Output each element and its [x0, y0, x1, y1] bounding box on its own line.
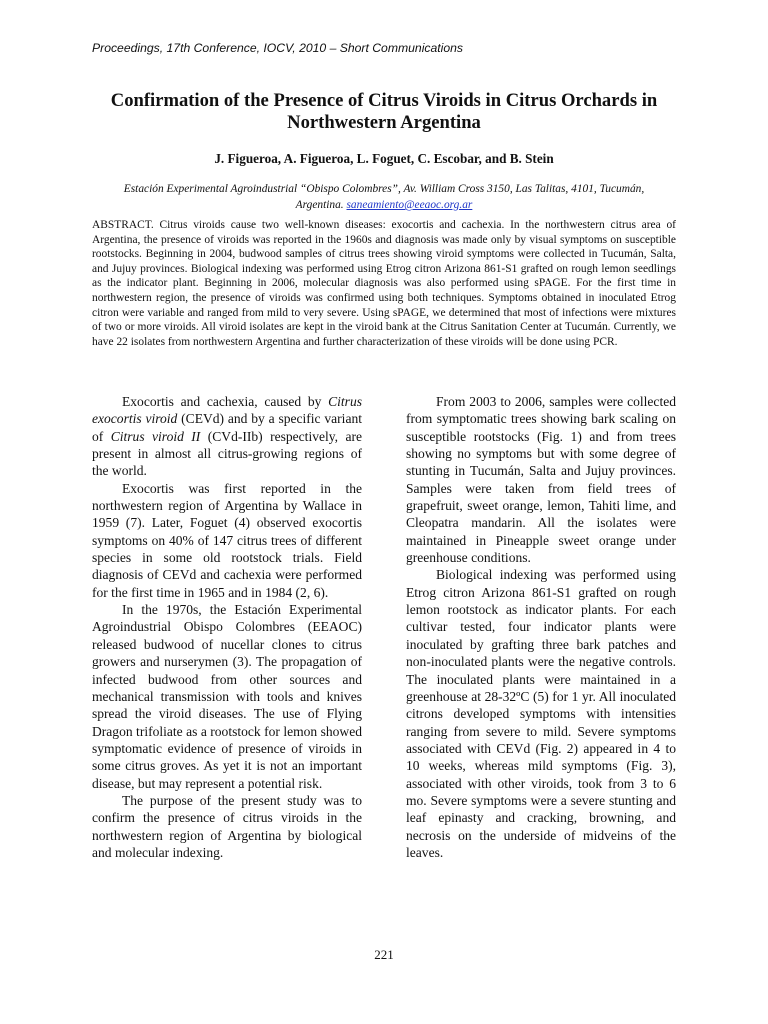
- cevd-species-name: Citrus exocortis viroid: [92, 394, 362, 427]
- p1-text-b: (CEVd) and by a specific variant of: [92, 411, 362, 444]
- body-paragraph-4: The purpose of the present study was to confirm the presence of citrus viroids in the northwestern region of Argentina by biological and molecular indexing.: [92, 792, 362, 860]
- abstract: ABSTRACT. Citrus viroids cause two well-known diseases: exocortis and cachexia. In the northwestern citrus area of Argentina, the presence of viroids was reported in the 1960s and diagnosis was made only by visual symptoms on susceptible rootstocks. Beginning in 2004, budwood samples of citrus trees showing viroid symptoms were collected in Tucumán, Salta, and Jujuy provinces. Biological indexing was performed using Etrog citron Arizona 861-S1 grafted on rough lemon seedlings as the indicator plant. Beginning in 2006, molecular diagnosis was also performed using sPAGE. For the first time in northwestern region, the presence of viroids was confirmed using both techniques. Symptoms obtained in inoculated Etrog citron were variable and ranged from mild to very severe. Using sPAGE, we determined that most of infections were mixtures of two or more viroids. All viroid isolates are kept in the viroid bank at the Citrus Sanitation Center at Tucumán. Currently, we have 22 isolates from northwestern Argentina and further characterization of these viroids will be done using PCR.: [92, 219, 676, 348]
- p1-text-a: Exocortis and cachexia, caused by: [122, 394, 329, 409]
- paper-title: Confirmation of the Presence of Citrus Viroids in Citrus Orchards in Northwestern Argentina: [110, 90, 658, 133]
- author-list: J. Figueroa, A. Figueroa, L. Foguet, C. Escobar, and B. Stein: [214, 151, 554, 166]
- p1-text-c: (CVd-IIb) respectively, are present in almost all citrus-growing regions of the world.: [92, 428, 363, 479]
- body-paragraph-1: [92, 393, 362, 480]
- affiliation: [104, 181, 664, 213]
- body-paragraph-5: From 2003 to 2006, samples were collected from symptomatic trees showing bark scaling on susceptible rootstocks (Fig. 1) and from trees showing no symptoms but with some degree of stunting in Tucumán, Salta and Jujuy provinces. Samples were taken from field trees of grapefruit, sweet orange, lemon, Tahiti lime, and Cleopatra mandarin. All the isolates were maintained in Pineapple sweet orange under greenhouse conditions.: [406, 394, 676, 566]
- body-paragraph-6: Biological indexing was performed using Etrog citron Arizona 861-S1 grafted on rough lemon rootstock as indicator plants. For each cultivar tested, four indicator plants were inoculated by grafting three bark patches and non-inoculated plants were the negative controls. The inoculated plants were maintained in a greenhouse at 28-32ºC (5) for 1 yr. All inoculated citrons developed symptoms with intensities ranging from severe to mild. Severe symptoms associated with CEVd (Fig. 2) appeared in 4 to 10 weeks, whereas mild symptoms (Fig. 3), associated with other viroids, took from 3 to 6 mo. Severe symptoms were a severe stunting and leaf epinasty and cracking, browning, and necrosis on the underside of midveins of the leaves.: [406, 567, 676, 860]
- running-head: Proceedings, 17th Conference, IOCV, 2010 – Short Communications: [92, 41, 464, 55]
- email-link[interactable]: saneamiento@eeaoc.org.ar: [346, 199, 473, 211]
- right-column: [406, 393, 676, 861]
- body-paragraph-3: In the 1970s, the Estación Experimental Agroindustrial Obispo Colombres (EEAOC) released budwood of nucellar clones to citrus growers and nurserymen (3). The propagation of infected budwood from other sources and mechanical transmission with tools and knives spread the viroid diseases. The use of Flying Dragon trifoliate as a rootstock for lemon showed symptomatic evidence of presence of viroids in some citrus groves. As yet it is not an important disease, but may represent a potential risk.: [92, 602, 362, 791]
- page-number: 221: [374, 947, 394, 962]
- body-paragraph-2: Exocortis was first reported in the northwestern region of Argentina by Wallace in 1959 (7). Later, Foguet (4) observed exocortis symptoms on 40% of 147 citrus trees of different species in some old rootstock trials. Field diagnosis of CEVd and cachexia were performed for the first time in 1965 and in 1984 (2, 6).: [92, 480, 362, 600]
- left-column: [92, 393, 362, 861]
- affiliation-text: Estación Experimental Agroindustrial “Obispo Colombres”, Av. William Cross 3150, Las Talitas, 4101, Tucumán, Argentina.: [123, 183, 645, 211]
- cvd-ii-species-name: Citrus viroid II: [110, 428, 201, 444]
